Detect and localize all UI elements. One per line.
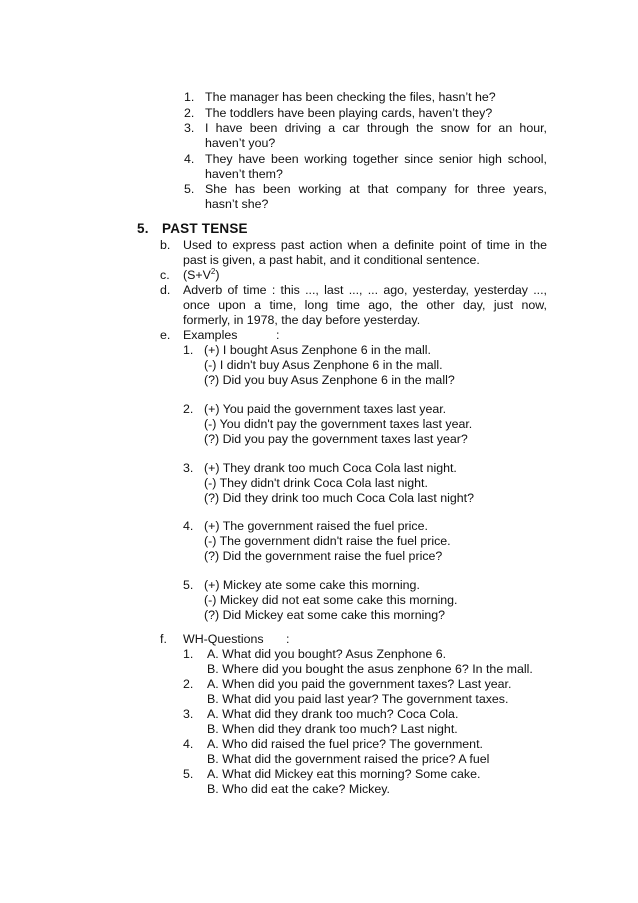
point-text: once upon a time, long time ago, the other day, just now, (183, 298, 547, 312)
list-item-text: hasn’t she? (205, 197, 269, 211)
example-negative: (-) I didn't buy Asus Zenphone 6 in the mall. (204, 358, 443, 372)
formula-prefix: (S+V (183, 268, 211, 282)
list-item-text: The toddlers have been playing cards, haven’t they? (205, 106, 493, 120)
examples-label: Examples (183, 328, 238, 342)
section-title: PAST TENSE (162, 221, 248, 236)
example-question: (?) Did you buy Asus Zenphone 6 in the mall? (204, 373, 455, 387)
example-number: 3. (183, 461, 194, 475)
list-item-text: haven’t them? (205, 167, 283, 181)
point-letter: e. (160, 328, 171, 342)
formula-suffix: ) (215, 268, 220, 282)
list-item-text: They have been working together since senior high school, (205, 152, 547, 166)
example-positive: (+) Mickey ate some cake this morning. (204, 578, 420, 592)
list-item-text: haven’t you? (205, 136, 276, 150)
examples-colon: : (276, 328, 280, 342)
example-question: (?) Did they drink too much Coca Cola last night? (204, 491, 474, 505)
question-number: 4. (183, 737, 194, 751)
question-b: B. When did they drank too much? Last night. (207, 722, 458, 736)
section-number: 5. (137, 221, 149, 236)
point-letter: d. (160, 283, 171, 297)
list-number: 4. (184, 152, 195, 166)
question-number: 5. (183, 767, 194, 781)
formula (183, 268, 220, 283)
point-text: Adverb of time : this ..., last ..., ... ago, yesterday, yesterday ..., (183, 283, 547, 297)
point-letter: b. (160, 238, 171, 252)
example-negative: (-) They didn't drink Coca Cola last night. (204, 476, 428, 490)
example-number: 4. (183, 519, 194, 533)
question-a: A. What did they drank too much? Coca Cola. (207, 707, 459, 721)
example-positive: (+) You paid the government taxes last year. (204, 402, 447, 416)
point-letter: f. (160, 632, 167, 646)
list-number: 3. (184, 121, 195, 135)
formula-superscript: 2 (210, 266, 216, 276)
wh-questions-label: WH-Questions (183, 632, 264, 646)
example-negative: (-) You didn't pay the government taxes last year. (204, 417, 473, 431)
example-positive: (+) I bought Asus Zenphone 6 in the mall. (204, 343, 431, 357)
example-positive: (+) They drank too much Coca Cola last night. (204, 461, 457, 475)
list-item-text: The manager has been checking the files, hasn’t he? (205, 90, 496, 104)
question-b: B. What did the government raised the price? A fuel (207, 752, 490, 766)
list-number: 1. (184, 90, 195, 104)
question-b: B. Who did eat the cake? Mickey. (207, 782, 390, 796)
point-text: Used to express past action when a definite point of time in the (183, 238, 547, 252)
example-question: (?) Did the government raise the fuel price? (204, 549, 443, 563)
wh-questions-colon: : (286, 632, 290, 646)
list-item-text: I have been driving a car through the snow for an hour, (205, 121, 547, 135)
list-number: 2. (184, 106, 195, 120)
example-number: 5. (183, 578, 194, 592)
point-text: formerly, in 1978, the day before yesterday. (183, 313, 421, 327)
example-number: 1. (183, 343, 194, 357)
example-question: (?) Did you pay the government taxes last year? (204, 432, 468, 446)
point-text: past is given, a past habit, and it conditional sentence. (183, 253, 480, 267)
question-number: 2. (183, 677, 194, 691)
list-item-text: She has been working at that company for three years, (205, 182, 547, 196)
question-a: A. When did you paid the government taxes? Last year. (207, 677, 512, 691)
example-negative: (-) The government didn't raise the fuel price. (204, 534, 451, 548)
question-a: A. What did Mickey eat this morning? Some cake. (207, 767, 481, 781)
question-number: 3. (183, 707, 194, 721)
question-number: 1. (183, 647, 194, 661)
point-letter: c. (160, 268, 170, 282)
question-a: A. Who did raised the fuel price? The government. (207, 737, 483, 751)
question-b: B. Where did you bought the asus zenphone 6? In the mall. (207, 662, 533, 676)
example-positive: (+) The government raised the fuel price. (204, 519, 428, 533)
example-number: 2. (183, 402, 194, 416)
example-negative: (-) Mickey did not eat some cake this morning. (204, 593, 458, 607)
question-a: A. What did you bought? Asus Zenphone 6. (207, 647, 447, 661)
question-b: B. What did you paid last year? The government taxes. (207, 692, 509, 706)
example-question: (?) Did Mickey eat some cake this morning? (204, 608, 446, 622)
list-number: 5. (184, 182, 195, 196)
